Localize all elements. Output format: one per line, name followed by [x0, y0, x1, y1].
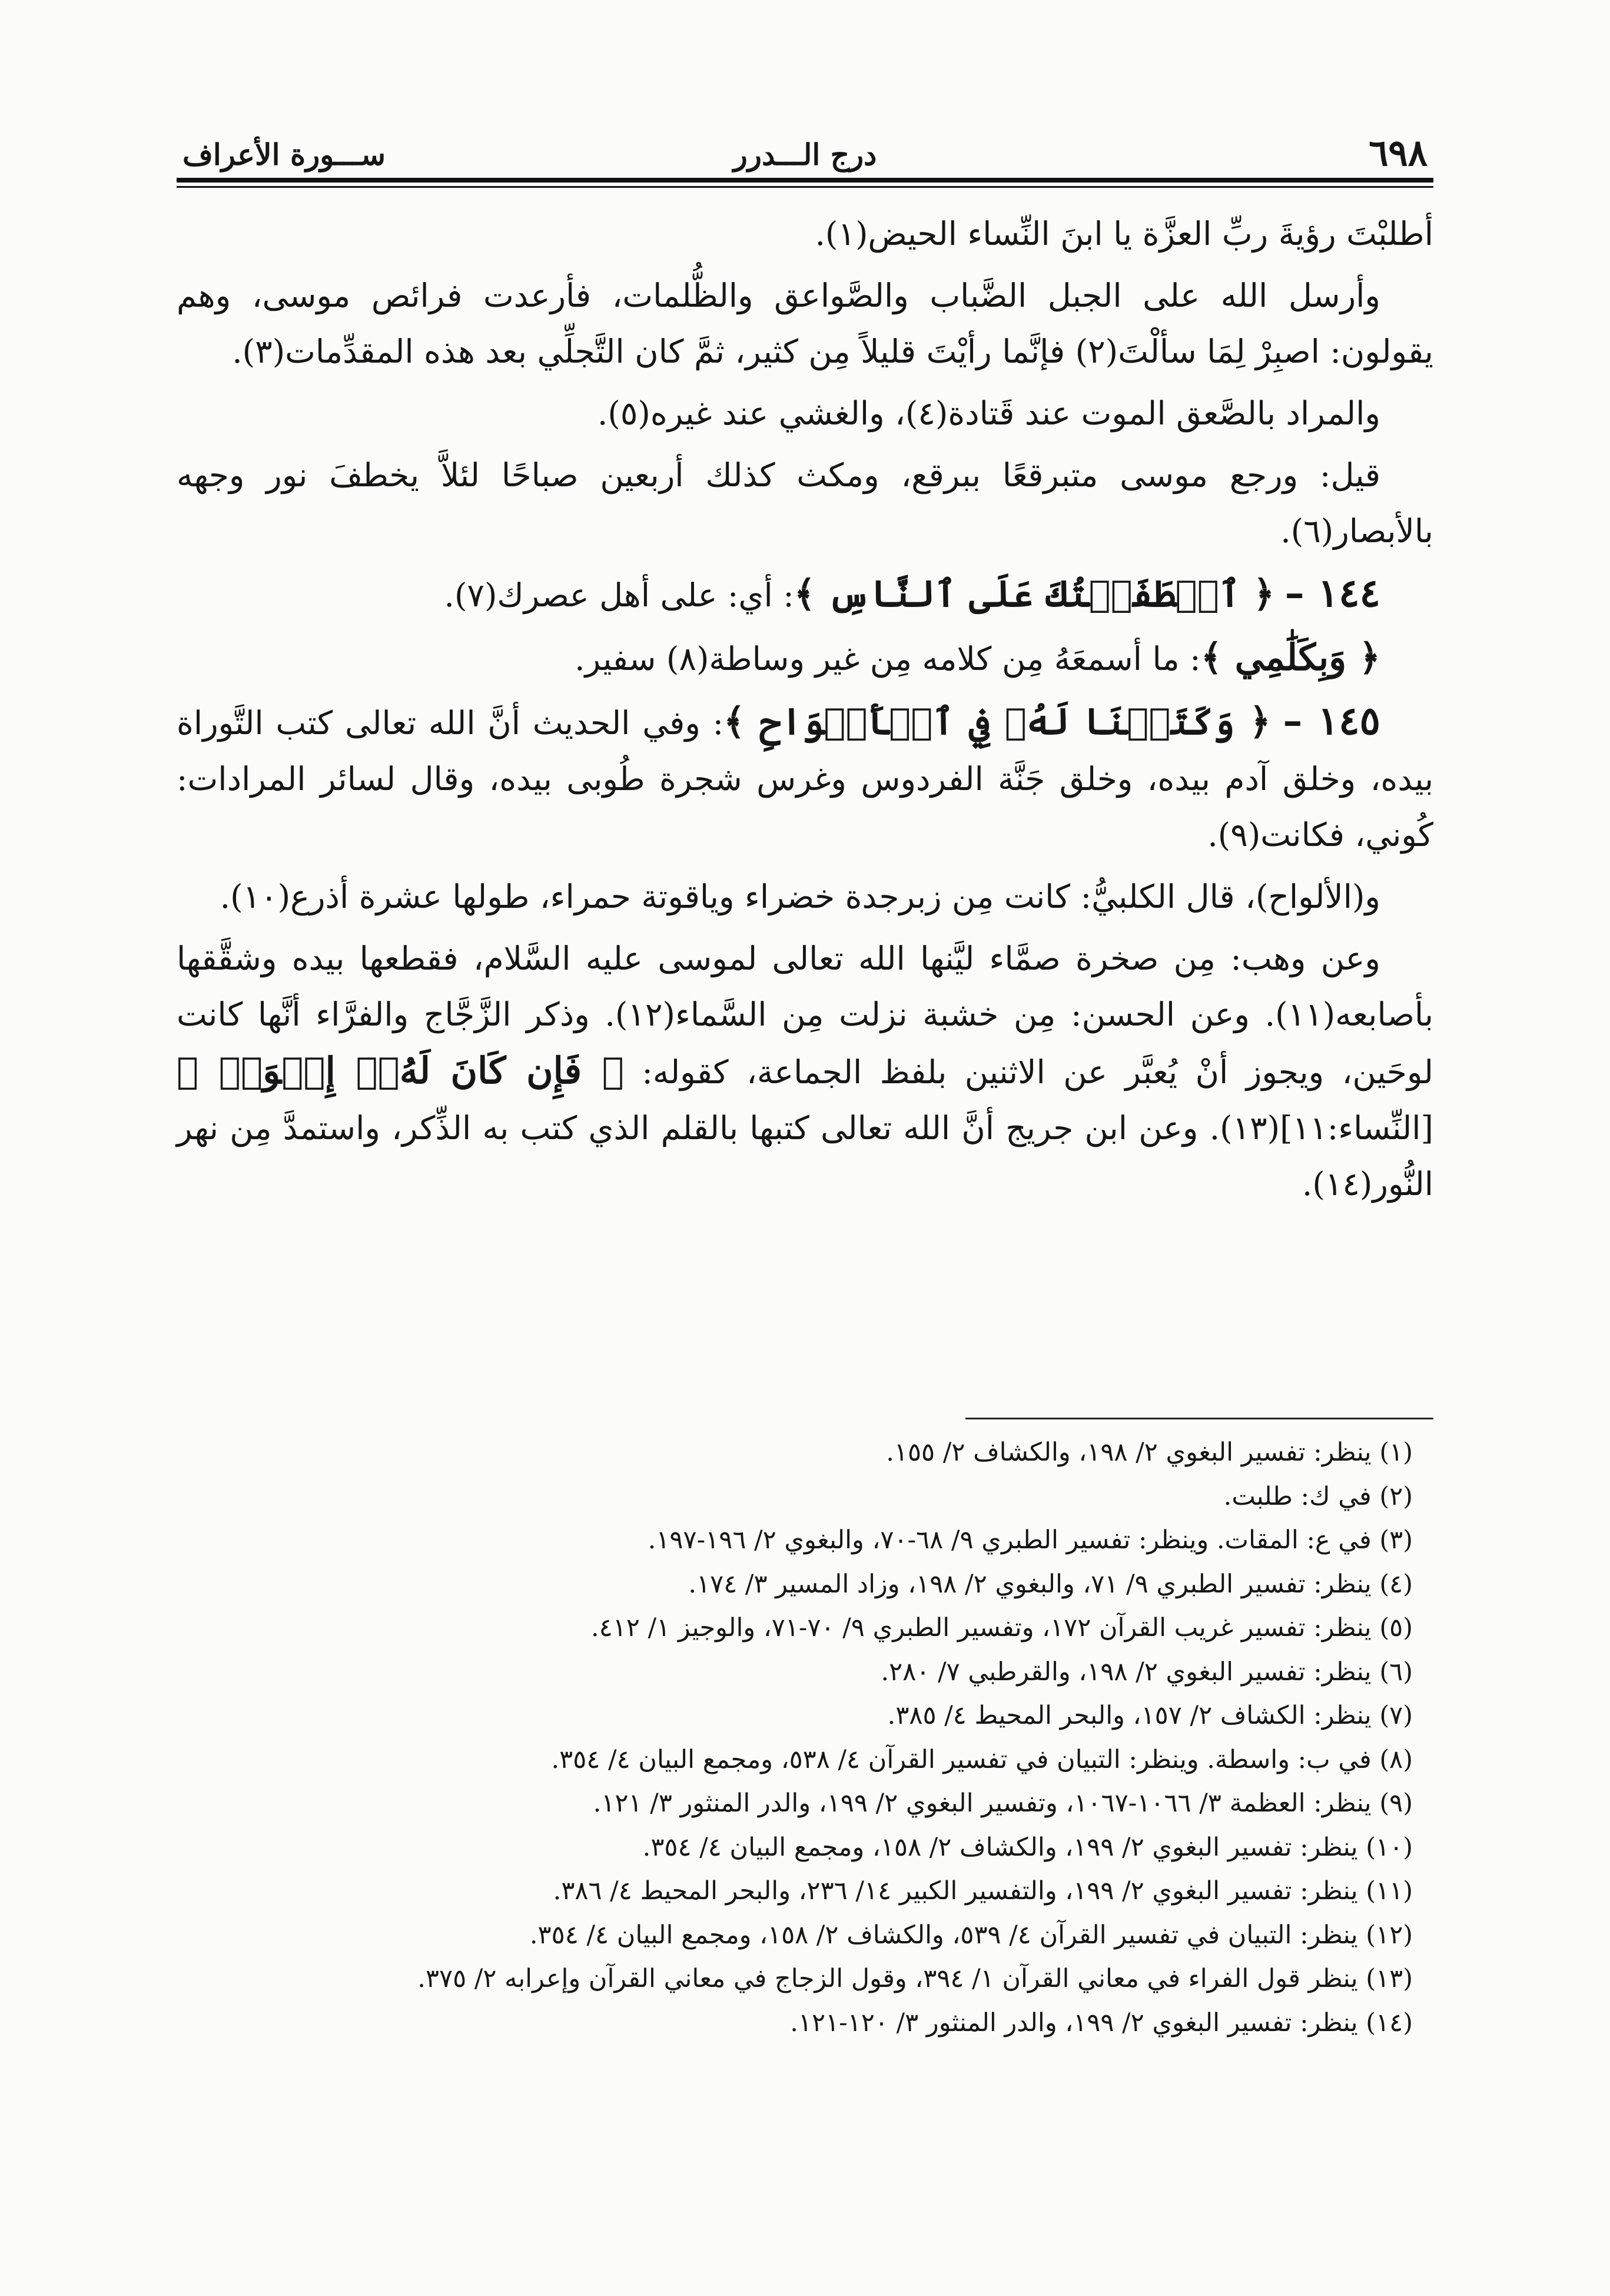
footnote: (١٢) ينظر: التبيان في تفسير القرآن ٤/ ٥٣٩، والكشاف ٢/ ١٥٨، ومجمع البيان ٤/ ٣٥٤.: [529, 1920, 1413, 1950]
paragraph: وأرسل الله على الجبل الضَّباب والصَّواعق والظُّلمات، فأرعدت فرائص موسى، وهم يقولون: اصبِرْ لِمَا سألْتَ(٢) فإنَّما رأيْتَ قليلاً مِن كثير، ثمَّ كان التَّجلِّي بعد هذه المقدِّمات(٣).: [177, 277, 1433, 370]
paragraph: أطلبْتَ رؤيةَ ربِّ العزَّة يا ابنَ النِّساء الحيض(١).: [815, 215, 1433, 253]
footnote: (٢) في ك: طلبت.: [1223, 1481, 1413, 1511]
header-rule-thick: [177, 178, 1433, 183]
verse-gloss: : ما أسمعَهُ مِن كلامه مِن غير وساطة(٨) سفير.: [575, 640, 1201, 678]
paragraph: قيل: ورجع موسى متبرقعًا ببرقع، ومكث كذلك أربعين صباحًا لئلاَّ يخطفَ نور وجهه بالأبصار(٦).: [177, 456, 1433, 550]
surah-name: ســـورة الأعراف: [182, 137, 386, 172]
paragraph-quote: [177, 931, 1433, 1212]
quran-text: ﴿ وَكَتَبۡنَا لَهُۥ فِي ٱلۡأَلۡوَاحِ ﴾: [723, 700, 1271, 743]
footnote: (٩) ينظر: العظمة ٣/ ١٠٦٦-١٠٦٧، وتفسير البغوي ٢/ ١٩٩، والدر المنثور ٣/ ١٢١.: [593, 1789, 1413, 1818]
footnote: (١٠) ينظر: تفسير البغوي ٢/ ١٩٩، والكشاف ٢/ ١٥٨، ومجمع البيان ٤/ ٣٥٤.: [642, 1832, 1413, 1862]
paragraph: وعن وهب: مِن صخرة صمَّاء ليَّنها الله تعالى لموسى عليه السَّلام، فقطعها بيده وشقَّقها بأصابعه(١١). وعن الحسن: مِن خشبة نزلت مِن السَّماء(١٢). وذكر الزَّجَّاج والفرَّاء أنَّها كانت لوحَين، ويجوز أنْ يُعبَّر عن الاثنين بلفظ الجماعة، كقوله:: [177, 940, 1433, 1091]
book-title: درج الـــدرر: [733, 137, 877, 172]
paragraph: [النِّساء:١١](١٣). وعن ابن جريج أنَّ الله تعالى كتبها بالقلم الذي كتب به الذِّكر، واستمدَّ مِن نهر النُّور(١٤).: [177, 1109, 1433, 1203]
main-text: [177, 206, 1433, 1218]
page-number: ٦٩٨: [1369, 131, 1428, 174]
verse-144: [177, 565, 1433, 623]
verse-number: ١٤٥ –: [1283, 698, 1381, 744]
quran-text: ﴿ ٱصۡطَفَيۡتُكَ عَلَى ٱلنَّاسِ ﴾: [794, 572, 1275, 615]
footnote: (١١) ينظر: تفسير البغوي ٢/ ١٩٩، والتفسير الكبير ١٤/ ٢٣٦، والبحر المحيط ٤/ ٣٨٦.: [553, 1876, 1413, 1906]
footnote: (١٤) ينظر: تفسير البغوي ٢/ ١٩٩، والدر المنثور ٣/ ١٢٠-١٢١.: [790, 2008, 1413, 2038]
verse-144b: [177, 629, 1433, 687]
header-rule-thin: [177, 186, 1433, 188]
verse-gloss: : أي: على أهل عصرك(٧).: [444, 576, 794, 614]
footnote: (٥) ينظر: تفسير غريب القرآن ١٧٢، وتفسير الطبري ٩/ ٧٠-٧١، والوجيز ١/ ٤١٢.: [590, 1613, 1413, 1643]
paragraph: و(الألواح)، قال الكلبيُّ: كانت مِن زبرجدة خضراء وياقوتة حمراء، طولها عشرة أذرع(١٠).: [220, 878, 1380, 915]
footnote: (٨) في ب: واسطة. وينظر: التبيان في تفسير القرآن ٤/ ٥٣٨، ومجمع البيان ٤/ ٣٥٤.: [551, 1744, 1413, 1774]
running-header: [177, 127, 1433, 174]
footnote-separator: [965, 1418, 1433, 1419]
footnote: (١) ينظر: تفسير البغوي ٢/ ١٩٨، والكشاف ٢/ ١٥٥.: [886, 1438, 1413, 1467]
paragraph: والمراد بالصَّعق الموت عند قَتادة(٤)، والغشي عند غيره(٥).: [597, 394, 1380, 432]
paragraph: وخلق آدم بيده، وخلق جَنَّة الفردوس وغرس شجرة طُوبى بيده، وقال لسائر المرادات: كُوني، فكانت(٩).: [177, 760, 1433, 854]
verse-145: [177, 693, 1433, 863]
footnote: (٦) ينظر: تفسير البغوي ٢/ ١٩٨، والقرطبي ٧/ ٢٨٠.: [881, 1657, 1413, 1687]
footnote: (٤) ينظر: تفسير الطبري ٩/ ٧١، والبغوي ٢/ ١٩٨، وزاد المسير ٣/ ١٧٤.: [688, 1569, 1413, 1599]
footnote: (١٣) ينظر قول الفراء في معاني القرآن ١/ ٣٩٤، وقول الزجاج في معاني القرآن وإعرابه ٢/ ٣٧٥.: [417, 1964, 1413, 1993]
quran-text: ﴿ فَإِن كَانَ لَهُۥٓ إِخۡوَةٞ ﴾: [177, 1049, 624, 1092]
verse-number: ١٤٤ –: [1284, 570, 1380, 616]
footnotes: [177, 1431, 1433, 2045]
quran-text: ﴿ وَبِكَلَٰمِي ﴾: [1200, 636, 1380, 679]
footnote: (٧) ينظر: الكشاف ٢/ ١٥٧، والبحر المحيط ٤/ ٣٨٥.: [887, 1701, 1413, 1730]
verse-gloss: : وفي الحديث أنَّ الله تعالى كتب التَّوراة بيده،: [177, 704, 1433, 798]
footnote: (٣) في ع: المقات. وينظر: تفسير الطبري ٩/ ٦٨-٧٠، والبغوي ٢/ ١٩٦-١٩٧.: [648, 1525, 1413, 1555]
